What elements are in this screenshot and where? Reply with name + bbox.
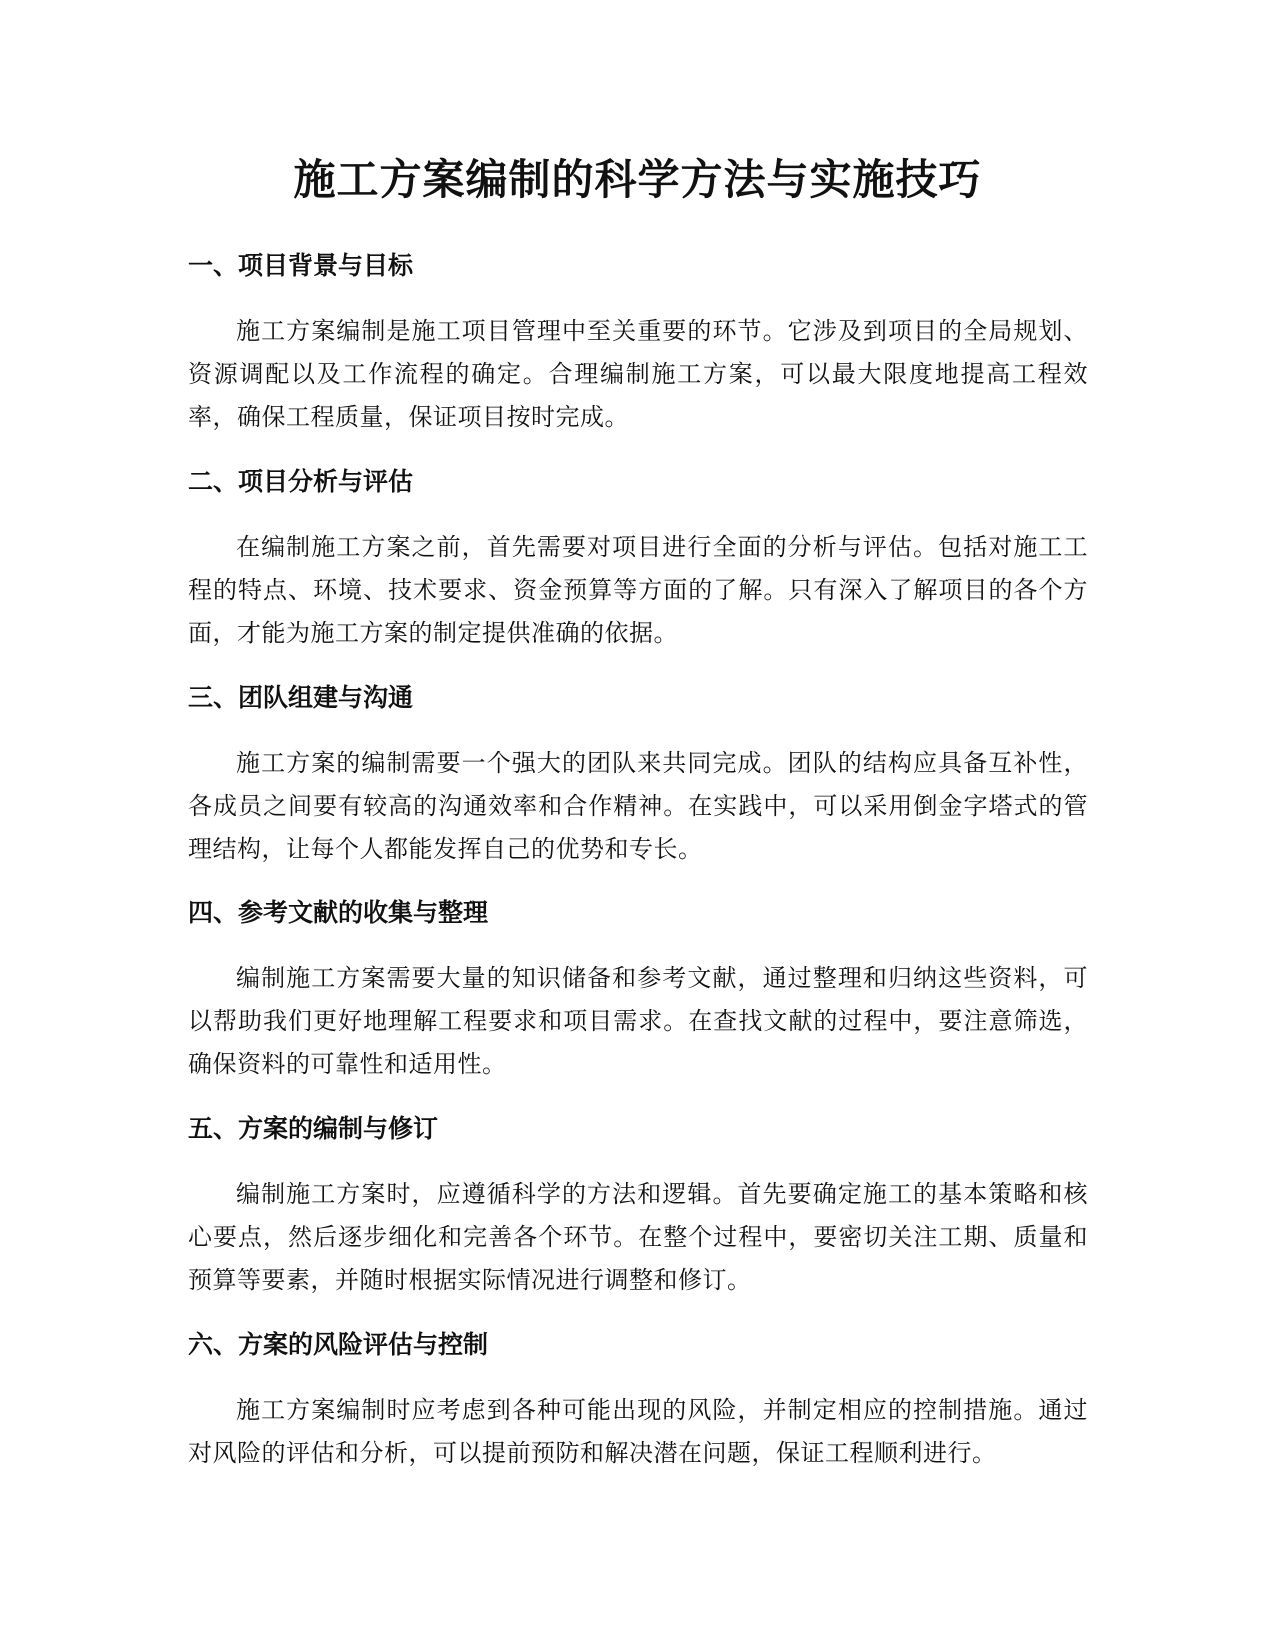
section-project-background <box>188 248 1088 439</box>
section-heading: 二、项目分析与评估 <box>188 467 414 496</box>
section-heading: 五、方案的编制与修订 <box>188 1114 439 1143</box>
section-paragraph: 施工方案的编制需要一个强大的团队来共同完成。团队的结构应具备互补性，各成员之间要有较高的沟通效率和合作精神。在实践中，可以采用倒金字塔式的管理结构，让每个人都能发挥自己的优势和专长。 <box>188 749 1088 863</box>
section-paragraph: 编制施工方案需要大量的知识储备和参考文献，通过整理和归纳这些资料，可以帮助我们更好地理解工程要求和项目需求。在查找文献的过程中，要注意筛选，确保资料的可靠性和适用性。 <box>188 964 1088 1078</box>
section-heading: 六、方案的风险评估与控制 <box>188 1330 489 1359</box>
section-heading: 一、项目背景与目标 <box>188 251 414 280</box>
section-paragraph: 编制施工方案时，应遵循科学的方法和逻辑。首先要确定施工的基本策略和核心要点，然后逐步细化和完善各个环节。在整个过程中，要密切关注工期、质量和预算等要素，并随时根据实际情况进行调整和修订。 <box>188 1180 1088 1294</box>
section-heading: 三、团队组建与沟通 <box>188 683 414 712</box>
section-paragraph: 施工方案编制时应考虑到各种可能出现的风险，并制定相应的控制措施。通过对风险的评估和分析，可以提前预防和解决潜在问题，保证工程顺利进行。 <box>188 1396 1088 1467</box>
section-references <box>188 895 1088 1086</box>
section-paragraph: 在编制施工方案之前，首先需要对项目进行全面的分析与评估。包括对施工工程的特点、环境、技术要求、资金预算等方面的了解。只有深入了解项目的各个方面，才能为施工方案的制定提供准确的依据。 <box>188 533 1088 647</box>
section-plan-revision <box>188 1111 1088 1302</box>
section-risk-control <box>188 1327 1088 1475</box>
document-title: 施工方案编制的科学方法与实施技巧 <box>293 155 982 204</box>
section-project-analysis <box>188 464 1088 655</box>
section-team-building <box>188 680 1088 871</box>
section-paragraph: 施工方案编制是施工项目管理中至关重要的环节。它涉及到项目的全局规划、资源调配以及工作流程的确定。合理编制施工方案，可以最大限度地提高工程效率，确保工程质量，保证项目按时完成。 <box>188 317 1088 431</box>
section-heading: 四、参考文献的收集与整理 <box>188 898 489 927</box>
